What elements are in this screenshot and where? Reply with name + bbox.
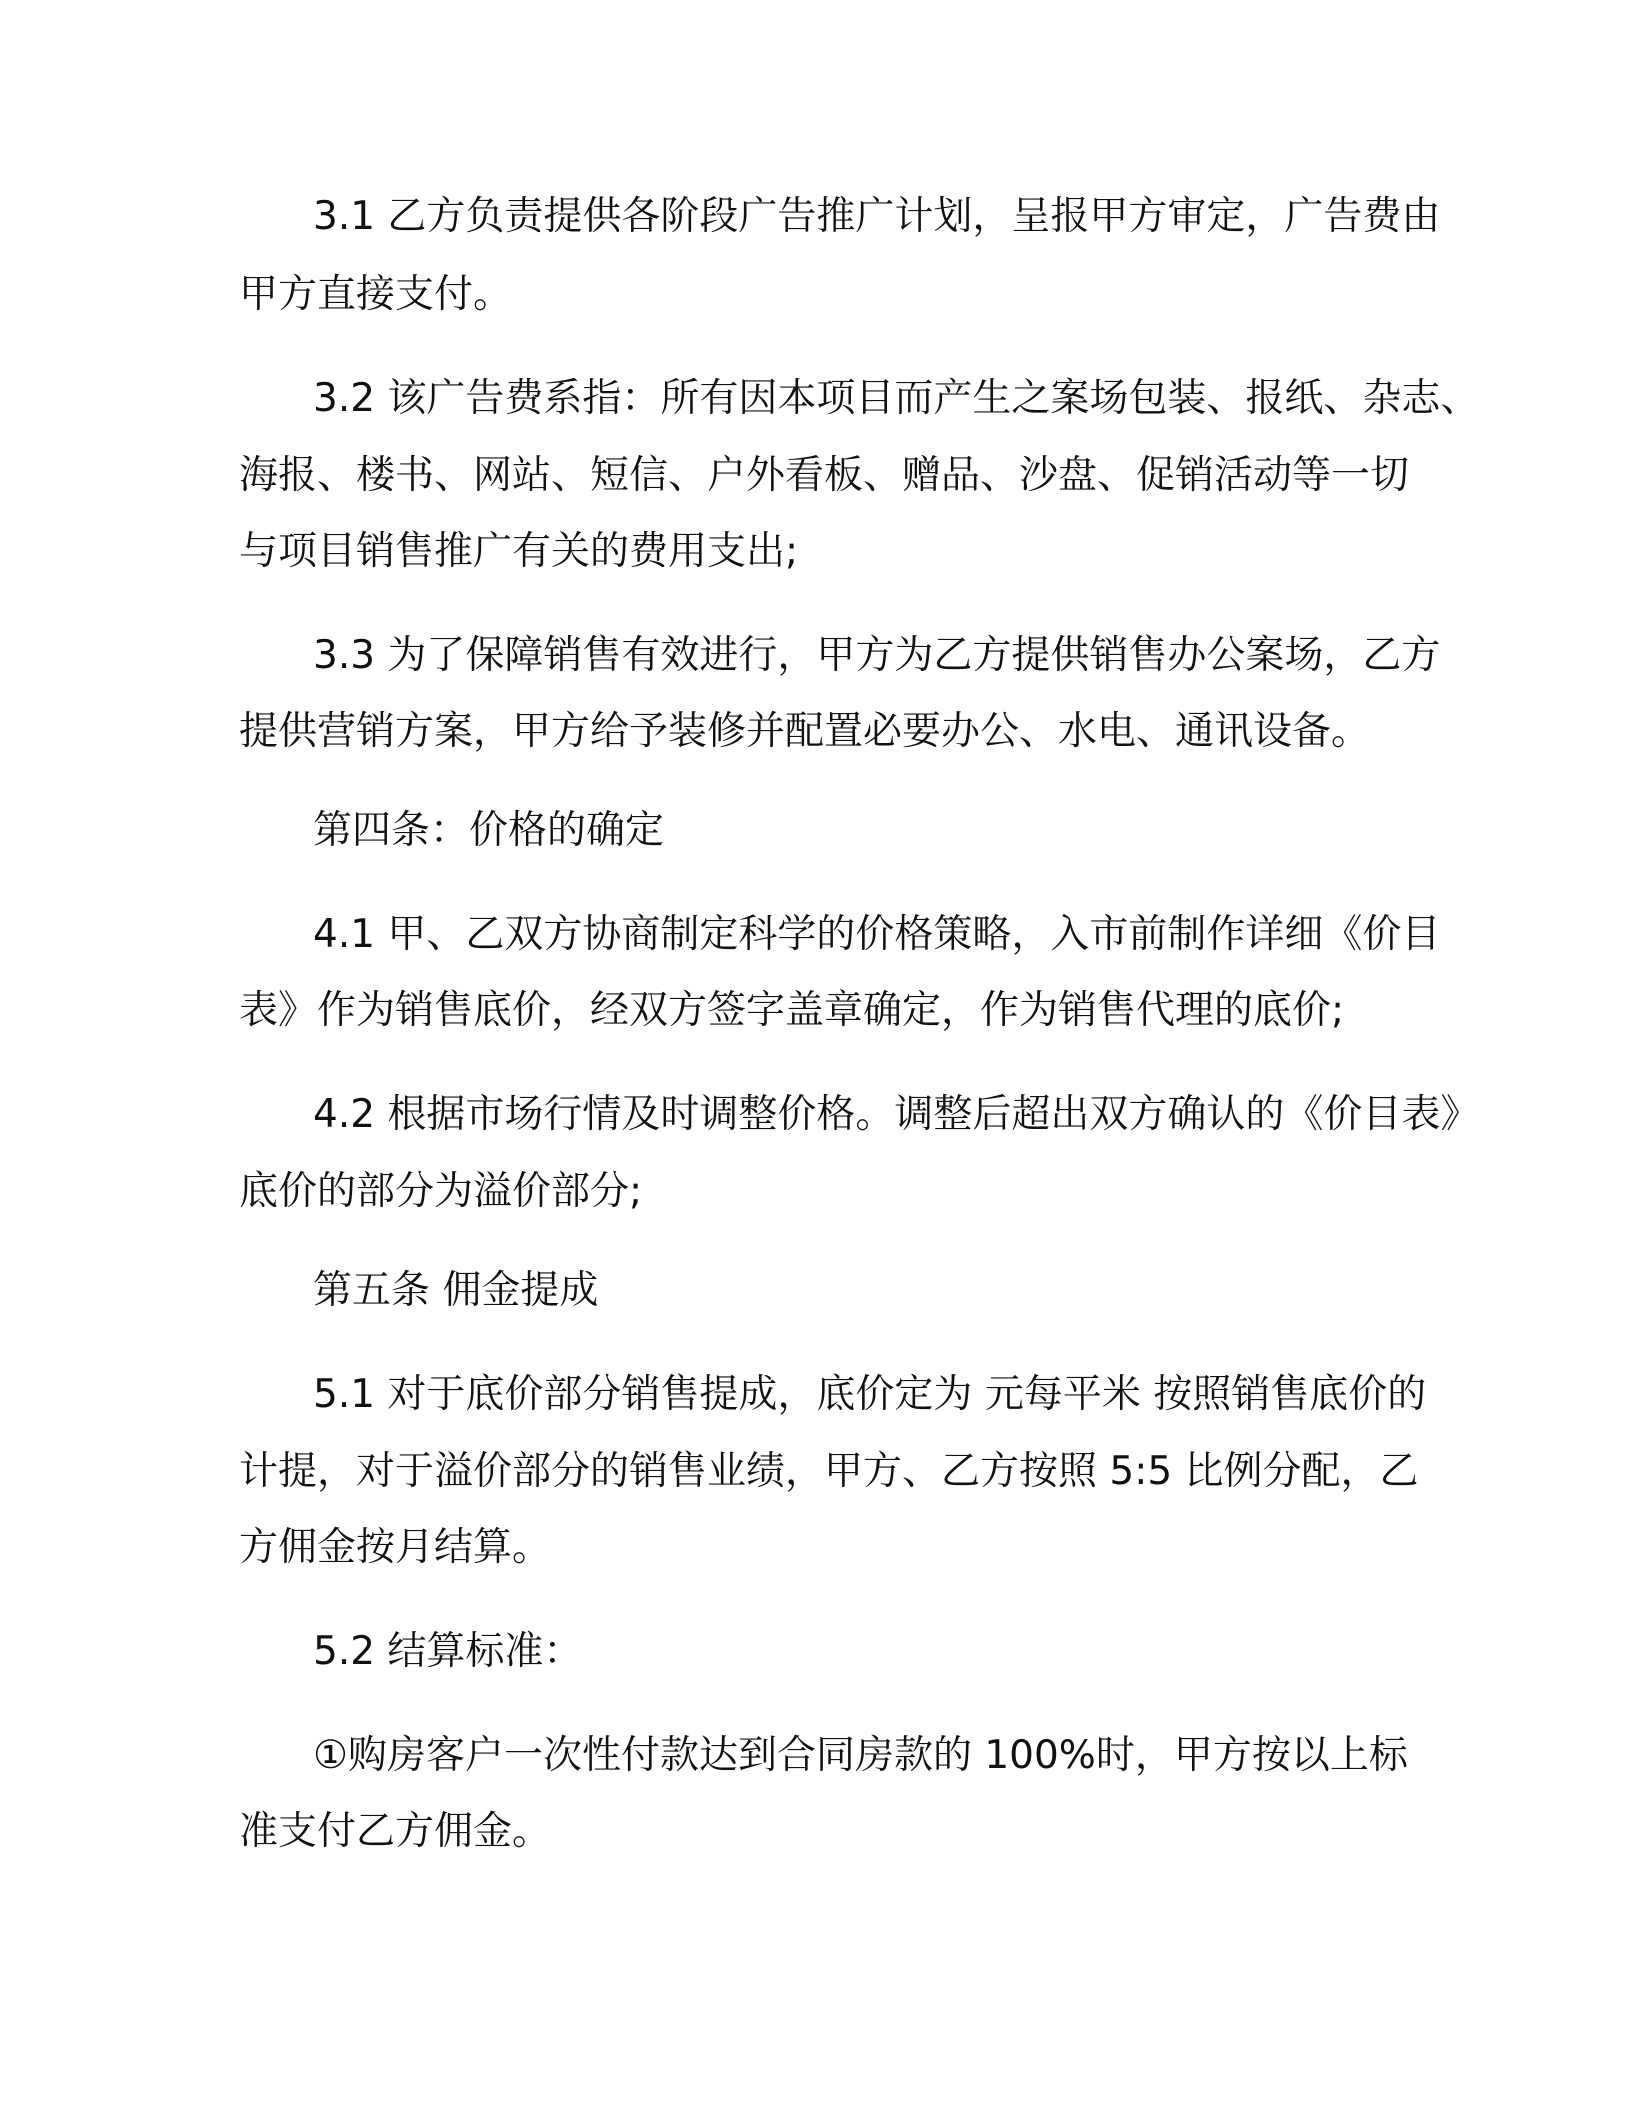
section-heading-4: 第四条：价格的确定 <box>313 808 665 853</box>
paragraph-5-1-line-3: 方佣金按月结算。 <box>239 1525 552 1570</box>
paragraph-3-2-line-3: 与项目销售推广有关的费用支出; <box>239 529 799 574</box>
paragraph-5-2: 5.2 结算标准： <box>313 1629 583 1674</box>
paragraph-3-2-line-2: 海报、楼书、网站、短信、户外看板、赠品、沙盘、促销活动等一切 <box>239 453 1410 498</box>
paragraph-5-1-line-2: 计提，对于溢价部分的销售业绩，甲方、乙方按照 5:5 比例分配，乙 <box>239 1449 1419 1494</box>
section-heading-5: 第五条 佣金提成 <box>313 1268 599 1313</box>
paragraph-5-1-line-1: 5.1 对于底价部分销售提成，底价定为 元每平米 按照销售底价的 <box>313 1372 1427 1417</box>
paragraph-3-3-line-2: 提供营销方案，甲方给予装修并配置必要办公、水电、通讯设备。 <box>239 709 1371 754</box>
paragraph-4-2-line-2: 底价的部分为溢价部分; <box>239 1169 643 1214</box>
paragraph-3-1-line-2: 甲方直接支付。 <box>239 272 513 317</box>
paragraph-3-1-line-1: 3.1 乙方负责提供各阶段广告推广计划，呈报甲方审定，广告费由 <box>313 194 1441 239</box>
paragraph-3-2-line-1: 3.2 该广告费系指：所有因本项目而产生之案场包装、报纸、杂志、 <box>313 376 1480 421</box>
paragraph-5-2-1-line-1: ①购房客户一次性付款达到合同房款的 100%时，甲方按以上标 <box>313 1733 1408 1778</box>
paragraph-4-2-line-1: 4.2 根据市场行情及时调整价格。调整后超出双方确认的《价目表》 <box>313 1092 1480 1137</box>
paragraph-5-2-1-line-2: 准支付乙方佣金。 <box>239 1809 552 1854</box>
paragraph-3-3-line-1: 3.3 为了保障销售有效进行，甲方为乙方提供销售办公案场，乙方 <box>313 633 1441 678</box>
paragraph-4-1-line-1: 4.1 甲、乙双方协商制定科学的价格策略，入市前制作详细《价目 <box>313 912 1441 957</box>
paragraph-4-1-line-2: 表》作为销售底价，经双方签字盖章确定，作为销售代理的底价; <box>239 988 1345 1033</box>
